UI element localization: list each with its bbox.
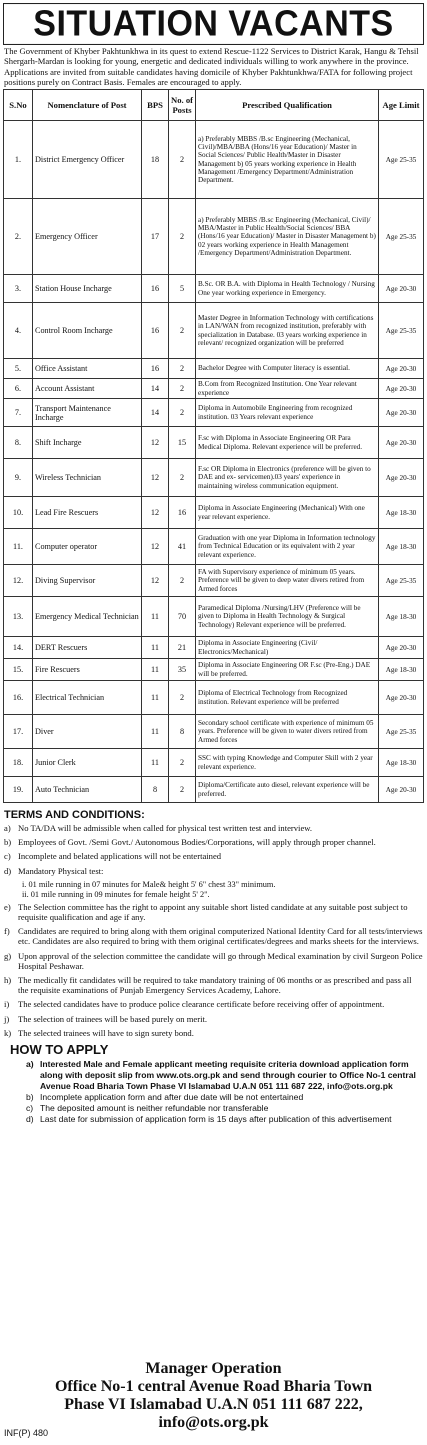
cell-posts: 2 bbox=[169, 121, 196, 199]
table-row bbox=[4, 459, 424, 497]
term-letter: h) bbox=[4, 975, 12, 986]
cell-bps: 12 bbox=[142, 459, 169, 497]
cell-qualification: Diploma/Certificate auto diesel, relevant experience will be preferred. bbox=[196, 777, 379, 803]
term-item bbox=[4, 926, 423, 946]
term-text: Candidates are required to bring along with them original computerized National Identity Card for all tests/interviews etc. Candidates are also required to bring with them original certificates/degrees and marks sheets for the interviews. bbox=[18, 926, 423, 947]
term-letter: c) bbox=[4, 851, 11, 862]
cell-sno: 13. bbox=[4, 597, 33, 637]
table-row bbox=[4, 777, 424, 803]
term-item bbox=[4, 866, 423, 876]
cell-age: Age 20-30 bbox=[379, 359, 424, 379]
cell-post: Electrical Technician bbox=[33, 681, 142, 715]
footer-contact bbox=[0, 1360, 427, 1432]
header-posts: No. of Posts bbox=[169, 90, 196, 121]
footer-email: info@ots.org.pk bbox=[158, 1414, 269, 1431]
cell-post: DERT Rescuers bbox=[33, 637, 142, 659]
term-text: Upon approval of the selection committee the candidate will go through Medical examination by civil Surgeon Police Hospital Peshawar. bbox=[18, 950, 423, 971]
table-row bbox=[4, 121, 424, 199]
cell-sno: 17. bbox=[4, 715, 33, 749]
header-bps: BPS bbox=[142, 90, 169, 121]
table-row bbox=[4, 749, 424, 777]
cell-post: Wireless Technician bbox=[33, 459, 142, 497]
cell-sno: 19. bbox=[4, 777, 33, 803]
cell-post: Computer operator bbox=[33, 529, 142, 565]
how-to-apply-heading: HOW TO APPLY bbox=[10, 1042, 109, 1058]
cell-sno: 15. bbox=[4, 659, 33, 681]
cell-bps: 11 bbox=[142, 597, 169, 637]
cell-sno: 4. bbox=[4, 303, 33, 359]
cell-qualification: Diploma in Automobile Engineering from recognized institution. 03 Years relevant experience bbox=[196, 399, 379, 427]
cell-qualification: SSC with typing Knowledge and Computer Skill with 2 year relevant experience. bbox=[196, 749, 379, 777]
term-text: The selected trainees will have to sign surety bond. bbox=[18, 1027, 194, 1038]
cell-age: Age 25-35 bbox=[379, 303, 424, 359]
term-letter: e) bbox=[4, 901, 11, 912]
table-row bbox=[4, 359, 424, 379]
how-to-apply-item bbox=[26, 1114, 419, 1125]
table-row bbox=[4, 565, 424, 597]
cell-posts: 2 bbox=[169, 749, 196, 777]
table-row bbox=[4, 379, 424, 399]
table-row bbox=[4, 529, 424, 565]
cell-qualification: B.Sc. OR B.A. with Diploma in Health Technology / Nursing One year working experience in Emergency. bbox=[196, 275, 379, 303]
cell-age: Age 20-30 bbox=[379, 777, 424, 803]
cell-bps: 11 bbox=[142, 715, 169, 749]
cell-sno: 3. bbox=[4, 275, 33, 303]
cell-posts: 2 bbox=[169, 565, 196, 597]
term-letter: j) bbox=[4, 1013, 10, 1024]
cell-posts: 15 bbox=[169, 427, 196, 459]
cell-posts: 35 bbox=[169, 659, 196, 681]
cell-sno: 2. bbox=[4, 199, 33, 275]
cell-bps: 16 bbox=[142, 303, 169, 359]
table-row bbox=[4, 497, 424, 529]
how-text: The deposited amount is neither refundable nor transferable bbox=[40, 1103, 269, 1114]
terms-list bbox=[4, 823, 423, 1038]
cell-posts: 2 bbox=[169, 359, 196, 379]
how-to-apply-item bbox=[26, 1103, 419, 1114]
cell-bps: 8 bbox=[142, 777, 169, 803]
term-letter: g) bbox=[4, 950, 12, 961]
table-row bbox=[4, 637, 424, 659]
cell-post: Control Room Incharge bbox=[33, 303, 142, 359]
term-item bbox=[4, 951, 423, 971]
how-letter: b) bbox=[26, 1092, 34, 1103]
cell-qualification: F.sc OR Diploma in Electronics (preference will be given to DAE and ex- servicemen).03 years' experience in maintaining wireless communication equipment. bbox=[196, 459, 379, 497]
cell-age: Age 20-30 bbox=[379, 427, 424, 459]
cell-post: Transport Maintenance Incharge bbox=[33, 399, 142, 427]
intro-paragraph: The Government of Khyber Pakhtunkhwa in its quest to extend Rescue-1122 Services to District Karak, Hangu & Tehsil Shergarh-Mardan is looking for young, energetic and dedicated individuals willing to work anywhere in the province. bbox=[4, 46, 419, 66]
cell-posts: 2 bbox=[169, 681, 196, 715]
cell-bps: 16 bbox=[142, 359, 169, 379]
cell-bps: 12 bbox=[142, 529, 169, 565]
cell-sno: 9. bbox=[4, 459, 33, 497]
term-item bbox=[4, 1028, 423, 1038]
cell-post: Diving Supervisor bbox=[33, 565, 142, 597]
cell-bps: 12 bbox=[142, 497, 169, 529]
header-post: Nomenclature of Post bbox=[33, 90, 142, 121]
how-text: Last date for submission of application form is 15 days after publication of this advertisement bbox=[40, 1114, 392, 1125]
intro-text bbox=[0, 44, 427, 87]
table-row bbox=[4, 303, 424, 359]
table-row bbox=[4, 275, 424, 303]
term-text: Incomplete and belated applications will not be entertained bbox=[18, 851, 222, 862]
cell-age: Age 20-30 bbox=[379, 379, 424, 399]
cell-qualification: Diploma in Associate Engineering OR F.sc (Pre-Eng.) DAE will be preferred. bbox=[196, 659, 379, 681]
term-text: Mandatory Physical test: bbox=[18, 865, 104, 876]
cell-bps: 12 bbox=[142, 565, 169, 597]
term-text: The selection of trainees will be based purely on merit. bbox=[18, 1013, 207, 1024]
cell-post: Shift Incharge bbox=[33, 427, 142, 459]
cell-age: Age 25-35 bbox=[379, 565, 424, 597]
table-header-row bbox=[4, 90, 424, 121]
term-text: The selected candidates have to produce police clearance certificate before receiving offer of appointment. bbox=[18, 999, 385, 1010]
cell-bps: 11 bbox=[142, 749, 169, 777]
cell-age: Age 18-30 bbox=[379, 529, 424, 565]
cell-qualification: Diploma in Associate Engineering (Mechanical) With one year relevant experience. bbox=[196, 497, 379, 529]
cell-posts: 2 bbox=[169, 379, 196, 399]
cell-post: Junior Clerk bbox=[33, 749, 142, 777]
cell-post: Office Assistant bbox=[33, 359, 142, 379]
terms-heading: TERMS AND CONDITIONS: bbox=[4, 809, 145, 821]
cell-age: Age 25-35 bbox=[379, 121, 424, 199]
positions-table bbox=[3, 89, 424, 803]
term-text: Employees of Govt. /Semi Govt./ Autonomous Bodies/Corporations, will apply through proper channel. bbox=[18, 837, 376, 848]
cell-age: Age 18-30 bbox=[379, 597, 424, 637]
term-letter: k) bbox=[4, 1027, 12, 1038]
cell-bps: 16 bbox=[142, 275, 169, 303]
cell-qualification: B.Com from Recognized Institution. One Year relevant experience bbox=[196, 379, 379, 399]
cell-sno: 16. bbox=[4, 681, 33, 715]
cell-posts: 21 bbox=[169, 637, 196, 659]
cell-sno: 6. bbox=[4, 379, 33, 399]
how-to-apply-item bbox=[26, 1092, 419, 1103]
cell-post: Account Assistant bbox=[33, 379, 142, 399]
cell-age: Age 18-30 bbox=[379, 749, 424, 777]
cell-age: Age 20-30 bbox=[379, 637, 424, 659]
cell-qualification: FA with Supervisory experience of minimum 05 years. Preference will be given to deep water divers retired from Armed forces bbox=[196, 565, 379, 597]
cell-qualification: Master Degree in Information Technology with certifications in LAN/WAN from recognized institution, preferably with specialization in Database. 03 years working experience in relevant/ recognized organization will be preferred bbox=[196, 303, 379, 359]
cell-age: Age 18-30 bbox=[379, 659, 424, 681]
cell-sno: 14. bbox=[4, 637, 33, 659]
cell-bps: 11 bbox=[142, 681, 169, 715]
cell-bps: 14 bbox=[142, 399, 169, 427]
cell-posts: 2 bbox=[169, 777, 196, 803]
footer-line: Office No-1 central Avenue Road Bharia Town bbox=[54, 1378, 373, 1395]
term-letter: f) bbox=[4, 926, 10, 937]
cell-qualification: Bachelor Degree with Computer literacy is essential. bbox=[196, 359, 379, 379]
cell-bps: 11 bbox=[142, 659, 169, 681]
term-item bbox=[4, 851, 423, 861]
footer-line: Manager Operation bbox=[145, 1360, 282, 1377]
cell-bps: 14 bbox=[142, 379, 169, 399]
cell-qualification: Diploma of Electrical Technology from Recognized institution. Relevant experience will be preferred bbox=[196, 681, 379, 715]
page-title: SITUATION VACANTS bbox=[3, 3, 424, 45]
table-row bbox=[4, 399, 424, 427]
cell-sno: 5. bbox=[4, 359, 33, 379]
cell-post: Emergency Medical Technician bbox=[33, 597, 142, 637]
term-item bbox=[4, 999, 423, 1009]
term-item bbox=[4, 823, 423, 833]
term-item bbox=[4, 1014, 423, 1024]
cell-posts: 2 bbox=[169, 459, 196, 497]
physical-test-item: ii. 01 mile running in 09 minutes for female height 5' 2". bbox=[22, 889, 210, 899]
cell-age: Age 20-30 bbox=[379, 275, 424, 303]
cell-post: Station House Incharge bbox=[33, 275, 142, 303]
cell-post: Fire Rescuers bbox=[33, 659, 142, 681]
ad-code: INF(P) 480 bbox=[4, 1428, 49, 1438]
cell-age: Age 25-35 bbox=[379, 199, 424, 275]
term-letter: a) bbox=[4, 823, 11, 833]
how-to-apply-item bbox=[26, 1059, 419, 1092]
cell-post: Emergency Officer bbox=[33, 199, 142, 275]
cell-age: Age 18-30 bbox=[379, 497, 424, 529]
how-to-apply-list bbox=[26, 1059, 419, 1125]
cell-qualification: a) Preferably MBBS /B.sc Engineering (Mechanical, Civil)/MBA/BBA (Hons/16 year Education)/ Master in Social Sciences/ Public Health/Master in Disaster Management b) 05 years working experience in Health Management /Emergency Department/Administration Department. bbox=[196, 121, 379, 199]
cell-sno: 8. bbox=[4, 427, 33, 459]
cell-posts: 16 bbox=[169, 497, 196, 529]
cell-post: Auto Technician bbox=[33, 777, 142, 803]
table-row bbox=[4, 597, 424, 637]
cell-bps: 17 bbox=[142, 199, 169, 275]
cell-posts: 2 bbox=[169, 399, 196, 427]
cell-posts: 41 bbox=[169, 529, 196, 565]
cell-bps: 18 bbox=[142, 121, 169, 199]
physical-test-item: i. 01 mile running in 07 minutes for Male& height 5' 6" chest 33" minimum. bbox=[22, 879, 276, 889]
physical-test-sublist bbox=[4, 880, 423, 900]
term-text: No TA/DA will be admissible when called for physical test written test and interview. bbox=[18, 823, 313, 833]
cell-qualification: F.sc with Diploma in Associate Engineering OR Para Medical Diploma. Relevant experience will be preferred. bbox=[196, 427, 379, 459]
cell-age: Age 20-30 bbox=[379, 399, 424, 427]
cell-age: Age 25-35 bbox=[379, 715, 424, 749]
table-row bbox=[4, 427, 424, 459]
how-text: Incomplete application form and after due date will be not entertained bbox=[40, 1092, 304, 1103]
term-item bbox=[4, 902, 423, 922]
cell-qualification: Secondary school certificate with experience of minimum 05 years. Preference will be given to water divers retired from Armed forces bbox=[196, 715, 379, 749]
cell-age: Age 20-30 bbox=[379, 459, 424, 497]
cell-sno: 7. bbox=[4, 399, 33, 427]
cell-qualification: a) Preferably MBBS /B.sc Engineering (Mechanical, Civil)/ MBA/Master in Public Health/Social Sciences/ BBA (Hons/16 year Education)/ Master in Disaster Management b) 02 years working experience in Health Management /Emergency Department/Administration Department. bbox=[196, 199, 379, 275]
table-row bbox=[4, 681, 424, 715]
cell-age: Age 20-30 bbox=[379, 681, 424, 715]
term-text: The Selection committee has the right to appoint any suitable short listed candidate at any suitable post subject to requisite qualification and age if any. bbox=[18, 901, 408, 923]
cell-sno: 18. bbox=[4, 749, 33, 777]
cell-posts: 2 bbox=[169, 303, 196, 359]
how-letter: d) bbox=[26, 1114, 34, 1125]
how-letter: c) bbox=[26, 1103, 34, 1114]
term-text: The medically fit candidates will be required to take mandatory training of 06 months or as prescribed and pass all the requisite examinations of Punjab Emergency Services Academy, Lahore. bbox=[18, 975, 412, 996]
cell-bps: 11 bbox=[142, 637, 169, 659]
cell-sno: 11. bbox=[4, 529, 33, 565]
cell-posts: 2 bbox=[169, 199, 196, 275]
cell-post: District Emergency Officer bbox=[33, 121, 142, 199]
footer-line: Phase VI Islamabad U.A.N 051 111 687 222, bbox=[64, 1396, 363, 1413]
cell-post: Diver bbox=[33, 715, 142, 749]
cell-sno: 12. bbox=[4, 565, 33, 597]
intro-paragraph: Applications are invited from suitable candidates having domicile of Khyber Pakhtunkhwa/FATA for following project positions purely on Contract Basis. Females are encouraged to apply. bbox=[4, 67, 413, 87]
cell-posts: 5 bbox=[169, 275, 196, 303]
cell-qualification: Paramedical Diploma /Nursing/LHV (Preference will be given to Diploma in Health Technology & Surgical Technology) Relevant experience will be preferred. bbox=[196, 597, 379, 637]
header-qualification: Prescribed Qualification bbox=[196, 90, 379, 121]
cell-qualification: Diploma in Associate Engineering (Civil/ Electronics/Mechanical) bbox=[196, 637, 379, 659]
table-row bbox=[4, 715, 424, 749]
cell-sno: 1. bbox=[4, 121, 33, 199]
how-text: Interested Male and Female applicant meeting requisite criteria download application form along with deposit slip from www.ots.org.pk and send through courier to Office No-1 central Avenue Road Bharia Town Phase VI Islamabad U.A.N 051 111 687 222, info@ots.org.pk bbox=[40, 1059, 416, 1092]
table-row bbox=[4, 199, 424, 275]
term-item bbox=[4, 837, 423, 847]
header-age: Age Limit bbox=[379, 90, 424, 121]
how-letter: a) bbox=[26, 1059, 34, 1070]
cell-sno: 10. bbox=[4, 497, 33, 529]
term-item bbox=[4, 975, 423, 995]
term-letter: d) bbox=[4, 865, 12, 876]
header-sno: S.No bbox=[4, 90, 33, 121]
cell-posts: 70 bbox=[169, 597, 196, 637]
cell-qualification: Graduation with one year Diploma in Information technology from Technical Education or its equivalent with 2 year relevant experience. bbox=[196, 529, 379, 565]
term-letter: b) bbox=[4, 837, 12, 848]
cell-bps: 12 bbox=[142, 427, 169, 459]
table-row bbox=[4, 659, 424, 681]
term-letter: i) bbox=[4, 999, 10, 1010]
cell-posts: 8 bbox=[169, 715, 196, 749]
cell-post: Lead Fire Rescuers bbox=[33, 497, 142, 529]
